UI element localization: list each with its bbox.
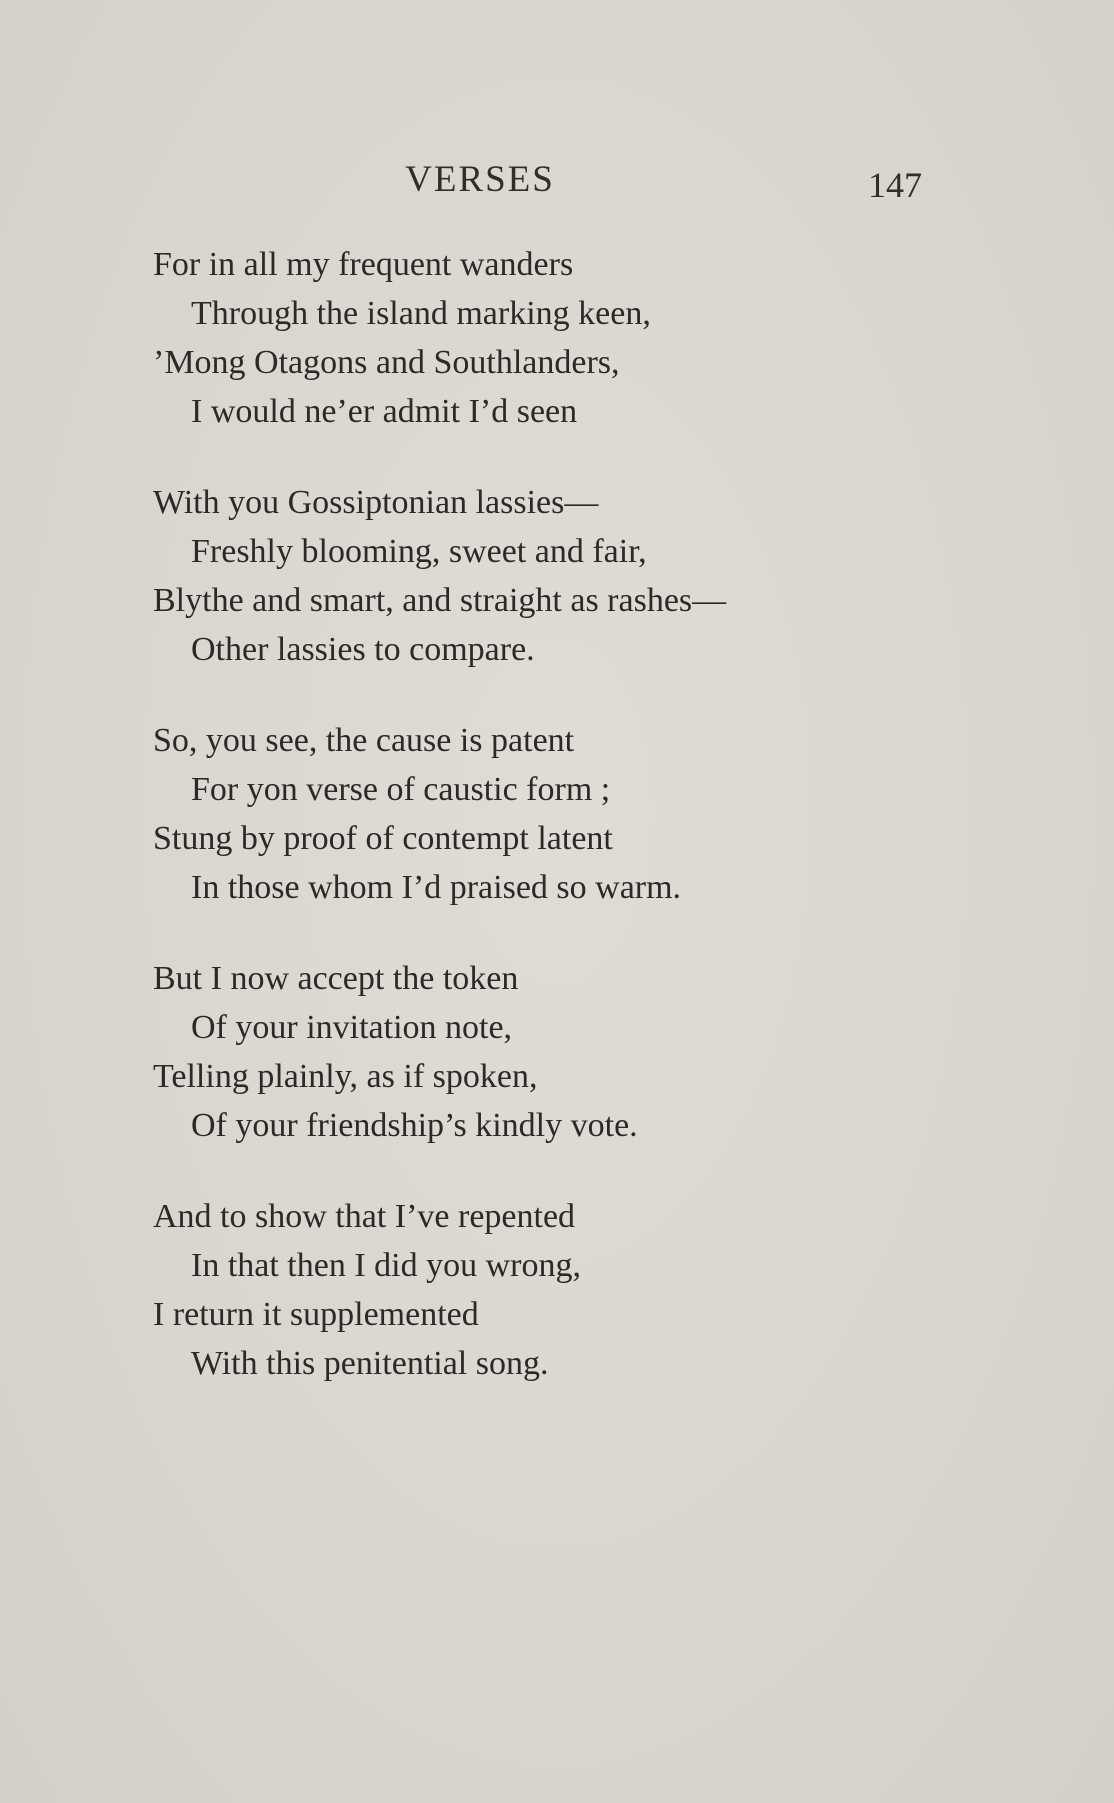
page-number: 147 [868, 165, 922, 205]
poem-line: For yon verse of caustic form ; [191, 771, 611, 808]
poem-line: Of your friendship’s kindly vote. [191, 1107, 638, 1144]
poem-line: In that then I did you wrong, [191, 1247, 581, 1284]
poem-line: Blythe and smart, and straight as rashes— [153, 582, 727, 619]
poem-line: With this penitential song. [191, 1345, 549, 1382]
poem-line: Stung by proof of contempt latent [153, 820, 613, 857]
stanza-1 [153, 240, 953, 436]
stanza-4 [153, 954, 953, 1150]
poem-line: Telling plainly, as if spoken, [153, 1058, 538, 1095]
poem-line: I would ne’er admit I’d seen [191, 393, 578, 430]
poem [153, 240, 953, 1430]
poem-line: So, you see, the cause is patent [153, 722, 575, 759]
poem-line: I return it supplemented [153, 1296, 479, 1333]
poem-line: But I now accept the token [153, 960, 519, 997]
poem-line: In those whom I’d praised so warm. [191, 869, 682, 906]
poem-line: For in all my frequent wanders [153, 246, 574, 283]
poem-line: Through the island marking keen, [191, 295, 651, 332]
poem-line: ’Mong Otagons and Southlanders, [153, 344, 620, 381]
poem-line: Other lassies to compare. [191, 631, 535, 668]
stanza-2 [153, 478, 953, 674]
poem-line: And to show that I’ve repented [153, 1198, 576, 1235]
stanza-5 [153, 1192, 953, 1388]
running-title: VERSES [405, 159, 555, 200]
poem-line: Of your invitation note, [191, 1009, 513, 1046]
poem-line: With you Gossiptonian lassies— [153, 484, 599, 521]
stanza-3 [153, 716, 953, 912]
poem-line: Freshly blooming, sweet and fair, [191, 533, 647, 570]
